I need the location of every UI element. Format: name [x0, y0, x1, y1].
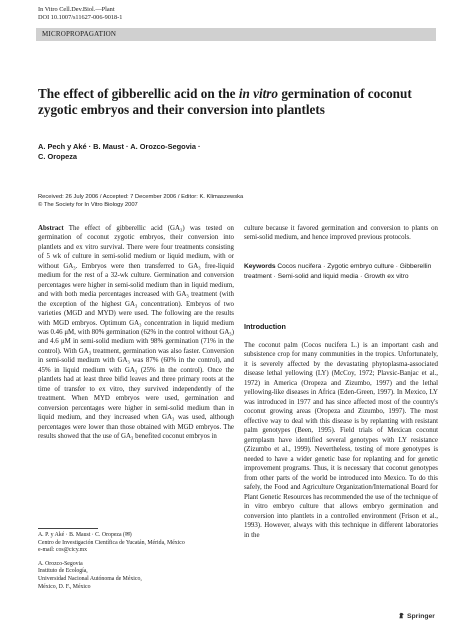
- affiliation-line-4: A. Orozco-Segovia: [38, 560, 83, 567]
- introduction-text: The coconut palm (Cocos nucifera L.) is an important cash and subsistence crop for many communities in the tropics. Unfortunately, it is severely affected by the devastating phytoplasma-associated disease lethal yellowing (LY) (McCoy, 1972; Plavsic-Banjac et al., 1972) in America (Oropeza and Zizumbo, 1997) and the lethal yellowing-like diseases in Africa (Eden-Green, 1997). In Mexico, LY was introduced in 1977 and has since affected most of the country's coconut growing areas (Oropeza and Zizumbo, 1997). The most effective way to deal with this disease is by replanting with resistant palm genotypes (Been, 1995). Field trials of Mexican coconut germplasm have identified several genotypes with LY resistance (Zizumbo et al., 1999). Nevertheless, testing of more genotypes is needed to have a wider genetic base for replanting and for genetic improvement programs. Thus, it is necessary that coconut genotypes from other parts of the world be introduced into Mexico. To do this safely, the Food and Agriculture Organization/International Board for Plant Genetic Resources has recommended the use of the technique of in vitro embryo culture that allows embryo germination and conversion into plantlets in a controlled environment (Frison et al., 1993). However, always with this technique in different laboratories in the: [244, 342, 438, 539]
- title-part-1: The effect of gibberellic acid on the: [38, 86, 239, 101]
- received-dates: Received: 26 July 2006 / Accepted: 7 December 2006 / Editor: K. Klimaszewska: [38, 194, 244, 200]
- right-column-top: [244, 224, 438, 243]
- keywords-text: Cocos nucifera · Zygotic embryo culture · Gibberellin treatment · Semi-solid and liquid media · Growth ex vitro: [244, 263, 432, 280]
- publisher-logo: [398, 612, 435, 620]
- copyright-notice: © The Society for In Vitro Biology 2007: [38, 201, 138, 208]
- keywords-label: Keywords: [244, 263, 276, 270]
- affiliation-line-2: Centro de Investigación Científica de Yucatán, Mérida, México: [38, 539, 185, 546]
- affiliation-email[interactable]: e-mail: cos@cicy.mx: [38, 547, 88, 554]
- journal-header: [38, 6, 122, 23]
- title-part-2: germination of coconut zygotic embryos and their conversion into plantlets: [38, 86, 412, 118]
- abstract-text: The effect of gibberellic acid (GA₃) was tested on germination of coconut zygotic embryos, their conversion into plantlets and ex vitro survival. There were four treatments consisting of 5 wk of culture in semi-solid medium or liquid medium, with or without GA₃. Embryos were then transferred to GA₃ free-liquid medium for the rest of a 32-wk culture. Germination and conversion percentages were higher in semi-solid medium than in liquid medium, and with both media percentages increased with GA₃ treatment (with the exception of the highest GA₃ concentration). Embryos of two varieties (MGD and MYD) were used. The following are the results with MGD embryos. Optimum GA₃ concentration in liquid medium was 0.46 μM, with 80% germination (62% in the control without GA₃) and 4.6 μM in semi-solid medium with 98% germination (71% in the control). With GA₃ treatment, germination was also faster. Conversion in semi-solid medium with GA₃ was 87% (60% in the control), and 45% in liquid medium with GA₃ (25% in the control). Once the plantlets had at least three bifid leaves and three primary roots at the time of transfer to ex vitro, they survived independently of the treatment. When MYD embryos were used, germination and conversion percentages were higher in semi-solid medium than in liquid medium, and they increased when GA₃ was used, although percentages were lower than those obtained with MGD embryos. The results showed that the use of GA₃ benefited coconut embryos in: [38, 225, 234, 440]
- affiliation-line-6: Universidad Nacional Autónoma de México,: [38, 575, 142, 582]
- affiliation-line-7: México, D. F., México: [38, 583, 91, 590]
- author-list: [38, 142, 268, 162]
- footnote-rule: [38, 528, 98, 529]
- publisher-name: Springer: [407, 613, 435, 620]
- title-italic: in vitro: [238, 86, 279, 101]
- springer-horse-icon: [398, 612, 405, 619]
- keywords-block: [244, 262, 438, 281]
- affiliation-line-5: Instituto de Ecología,: [38, 568, 88, 575]
- journal-name: In Vitro Cell.Dev.Biol.—Plant: [38, 6, 115, 13]
- abstract-paragraph: [38, 224, 234, 441]
- doi: DOI 10.1007/s11627-006-9018-1: [38, 14, 123, 22]
- article-title: [38, 86, 438, 118]
- affiliation-line-1: A. P. y Aké · B. Maust · C. Oropeza (✉): [38, 532, 132, 538]
- abstract-label: Abstract: [38, 225, 64, 232]
- abstract-column: [38, 224, 234, 441]
- authors-line-1: A. Pech y Aké · B. Maust · A. Orozco-Segovia ·: [38, 142, 201, 151]
- abstract-continued: culture because it favored germination and conversion to plants on semi-solid medium, and hence improved previous protocols.: [244, 225, 438, 242]
- received-info: [38, 194, 438, 209]
- authors-line-2: C. Oropeza: [38, 152, 78, 162]
- introduction-heading: Introduction: [244, 322, 286, 331]
- affiliations: [38, 532, 234, 591]
- section-label: MICROPROPAGATION: [42, 30, 117, 38]
